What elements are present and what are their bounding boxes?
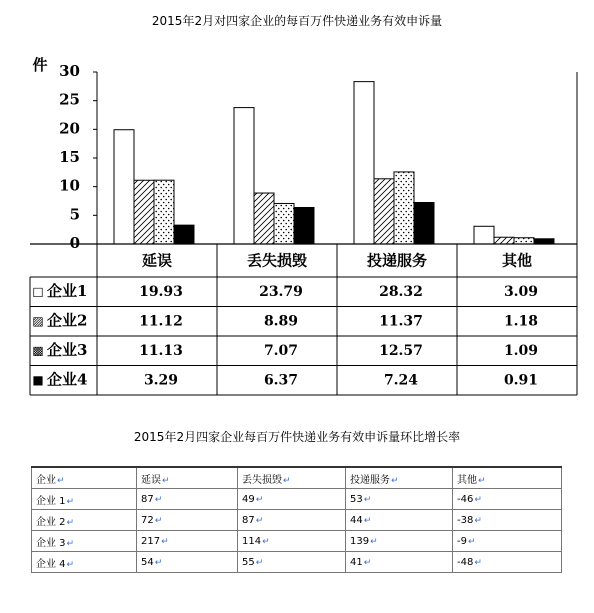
bar-企业4-丢失损毁 (294, 207, 314, 244)
cell-text: 其他 (457, 474, 477, 486)
paragraph-mark-icon: ↵ (474, 515, 482, 526)
data-label-企业2-延误: 11.12 (139, 313, 183, 330)
bar-企业2-投递服务 (374, 179, 394, 244)
cell-text: 企业 3 (36, 537, 66, 549)
category-label-延误: 延误 (141, 251, 173, 270)
growth-header-cell (346, 467, 453, 489)
growth-header-cell (32, 467, 137, 489)
bar-企业1-延误 (114, 130, 134, 244)
cell-text: 49 (242, 493, 255, 505)
data-label-企业4-丢失损毁: 6.37 (263, 372, 299, 389)
table-row (32, 510, 562, 531)
growth-cell (32, 510, 137, 531)
cell-text: 139 (350, 535, 370, 547)
paragraph-mark-icon: ↵ (66, 538, 75, 549)
bar-企业4-投递服务 (414, 202, 434, 244)
data-label-企业1-其他: 3.09 (503, 283, 539, 300)
paragraph-mark-icon: ↵ (478, 475, 486, 486)
cell-text: 延误 (141, 474, 161, 486)
data-label-企业4-其他: 0.91 (503, 372, 539, 389)
paragraph-mark-icon: ↵ (66, 517, 75, 528)
paragraph-mark-icon: ↵ (255, 515, 264, 526)
bar-企业2-延误 (134, 180, 154, 244)
paragraph-mark-icon: ↵ (391, 475, 399, 486)
growth-cell (137, 489, 238, 510)
growth-cell (32, 531, 137, 552)
cell-text: 72 (141, 514, 154, 526)
growth-table-body (32, 489, 562, 573)
paragraph-mark-icon: ↵ (57, 475, 65, 486)
legend-label-企业1: 企业1 (47, 281, 88, 300)
cell-text: 53 (350, 493, 363, 505)
data-label-企业3-其他: 1.09 (503, 342, 539, 359)
bar-企业3-延误 (154, 180, 174, 244)
growth-cell (137, 531, 238, 552)
cell-text: 企业 1 (36, 495, 66, 507)
data-label-企业3-丢失损毁: 7.07 (263, 342, 299, 359)
growth-cell (238, 510, 346, 531)
legend-label-企业4: 企业4 (47, 370, 88, 389)
cell-text: -48 (457, 556, 474, 568)
y-axis-label: 件 (32, 56, 48, 74)
cell-text: 55 (242, 556, 255, 568)
paragraph-mark-icon: ↵ (162, 475, 170, 486)
paragraph-mark-icon: ↵ (255, 494, 264, 505)
legend-symbol-企业3: ▩ (32, 343, 44, 358)
data-label-企业4-延误: 3.29 (143, 372, 179, 389)
paragraph-mark-icon: ↵ (363, 515, 372, 526)
cell-text: 丢失损毁 (242, 474, 282, 486)
data-label-企业1-丢失损毁: 23.79 (259, 283, 303, 300)
cell-text: -46 (457, 493, 474, 505)
paragraph-mark-icon: ↵ (363, 557, 372, 568)
y-tick-label: 5 (69, 205, 80, 224)
growth-header-cell (238, 467, 346, 489)
cell-text: 87 (242, 514, 255, 526)
y-tick-label: 0 (69, 234, 80, 252)
growth-cell (137, 510, 238, 531)
chart-title: 2015年2月对四家企业的每百万件快递业务有效申诉量 (151, 14, 443, 28)
paragraph-mark-icon: ↵ (66, 496, 75, 507)
paragraph-mark-icon: ↵ (154, 557, 163, 568)
bar-企业4-其他 (534, 239, 554, 244)
data-label-企业1-投递服务: 28.32 (379, 283, 423, 300)
growth-cell (346, 510, 453, 531)
paragraph-mark-icon: ↵ (283, 475, 291, 486)
cell-text: 41 (350, 556, 363, 568)
table-row (32, 531, 562, 552)
growth-cell (453, 510, 562, 531)
legend-symbol-企业2: ▨ (32, 313, 44, 328)
growth-cell (453, 531, 562, 552)
legend-label-企业2: 企业2 (47, 311, 88, 330)
data-label-企业2-其他: 1.18 (503, 313, 539, 330)
growth-cell (453, 552, 562, 573)
legend-symbol-企业1: □ (32, 284, 44, 299)
legend-label-企业3: 企业3 (47, 340, 88, 359)
growth-cell (238, 552, 346, 573)
y-tick-label: 30 (59, 62, 80, 80)
cell-text: 企业 2 (36, 516, 66, 528)
growth-cell (238, 531, 346, 552)
bar-企业3-投递服务 (394, 172, 414, 244)
data-label-企业4-投递服务: 7.24 (383, 372, 419, 389)
paragraph-mark-icon: ↵ (370, 536, 378, 547)
growth-cell (32, 552, 137, 573)
growth-header-cell (137, 467, 238, 489)
growth-cell (32, 489, 137, 510)
cell-text: 企业 4 (36, 558, 66, 570)
growth-cell (346, 489, 453, 510)
y-tick-label: 20 (59, 119, 80, 138)
growth-cell (137, 552, 238, 573)
category-label-其他: 其他 (501, 251, 533, 270)
table-row (32, 489, 562, 510)
growth-table-title: 2015年2月四家企业每百万件快递业务有效申诉量环比增长率 (133, 430, 461, 444)
cell-text: 54 (141, 556, 154, 568)
data-label-企业2-丢失损毁: 8.89 (263, 313, 299, 330)
cell-text: 87 (141, 493, 154, 505)
bar-企业2-其他 (494, 237, 514, 244)
legend-symbol-企业4: ■ (32, 372, 44, 387)
bar-企业1-投递服务 (354, 82, 374, 244)
paragraph-mark-icon: ↵ (474, 494, 482, 505)
paragraph-mark-icon: ↵ (474, 557, 482, 568)
data-label-企业3-延误: 11.13 (139, 342, 183, 359)
bar-企业1-丢失损毁 (234, 108, 254, 244)
data-label-企业2-投递服务: 11.37 (379, 313, 423, 330)
paragraph-mark-icon: ↵ (154, 515, 163, 526)
paragraph-mark-icon: ↵ (154, 494, 163, 505)
bar-企业4-延误 (174, 225, 194, 244)
bar-企业3-丢失损毁 (274, 203, 294, 244)
paragraph-mark-icon: ↵ (161, 536, 169, 547)
bar-企业2-丢失损毁 (254, 193, 274, 244)
y-tick-label: 15 (59, 148, 80, 166)
paragraph-mark-icon: ↵ (66, 559, 75, 570)
paragraph-mark-icon: ↵ (255, 557, 264, 568)
category-label-丢失损毁: 丢失损毁 (246, 251, 308, 270)
table-row (32, 552, 562, 573)
cell-text: 114 (242, 535, 262, 547)
category-label-投递服务: 投递服务 (366, 251, 428, 270)
cell-text: 投递服务 (350, 474, 390, 486)
bar-企业1-其他 (474, 226, 494, 244)
y-tick-label: 10 (59, 176, 80, 195)
growth-table (31, 466, 562, 573)
growth-cell (346, 552, 453, 573)
growth-cell (453, 489, 562, 510)
paragraph-mark-icon: ↵ (262, 536, 270, 547)
cell-text: -9 (457, 535, 467, 547)
cell-text: -38 (457, 514, 474, 526)
growth-cell (346, 531, 453, 552)
y-tick-label: 25 (59, 90, 80, 109)
growth-cell (238, 489, 346, 510)
paragraph-mark-icon: ↵ (363, 494, 372, 505)
paragraph-mark-icon: ↵ (467, 536, 476, 547)
growth-header-cell (453, 467, 562, 489)
cell-text: 企业 (36, 474, 56, 486)
growth-table-header-row (32, 467, 562, 489)
cell-text: 217 (141, 535, 161, 547)
cell-text: 44 (350, 514, 363, 526)
bar-企业3-其他 (514, 238, 534, 244)
data-label-企业3-投递服务: 12.57 (379, 342, 423, 359)
data-label-企业1-延误: 19.93 (139, 283, 183, 300)
